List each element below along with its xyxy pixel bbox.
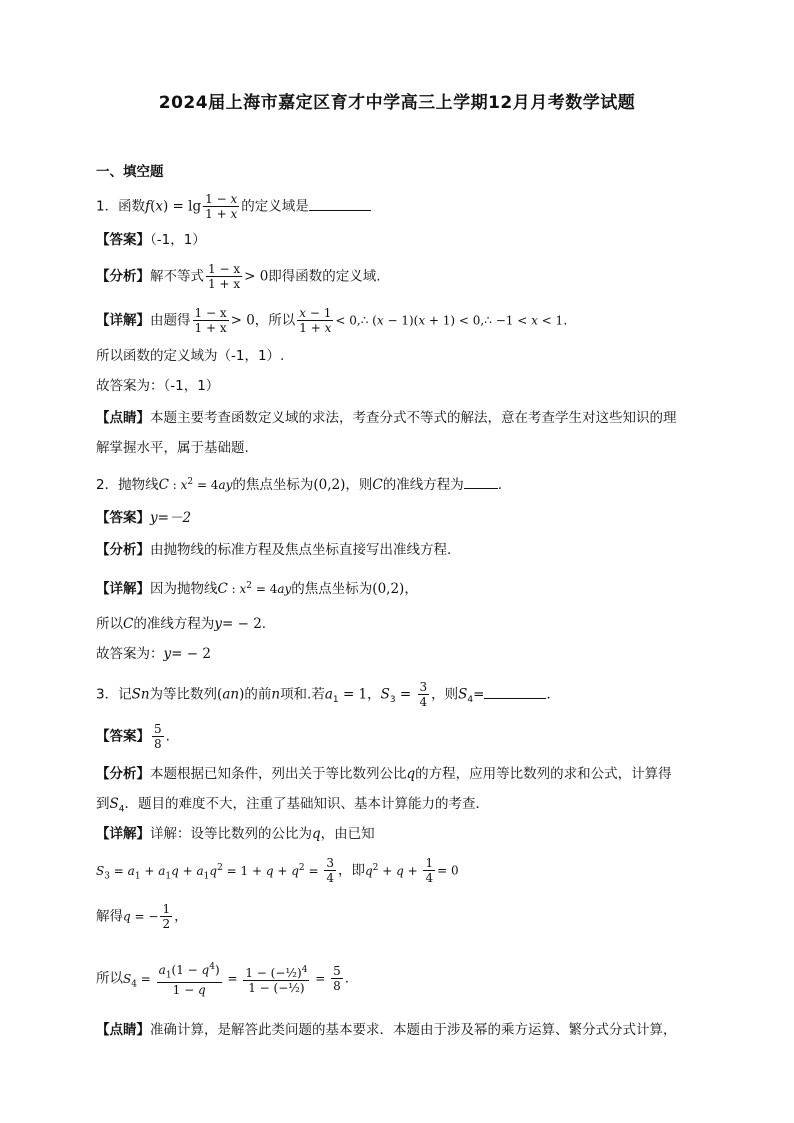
q3-solve: 解得q = − $\frac{1}{2}$ ，	[96, 902, 188, 931]
detail-label: 【详解】	[96, 581, 150, 597]
q2-stem: 2．抛物线C : $x^2 = 4ay$的焦点坐标为(0,2)，则C的准线方程为 .	[96, 472, 502, 495]
q1-analysis-post: 即得函数的定义域.	[268, 268, 381, 285]
q1-stem: 1．函数f(x) = lg $\frac{1 - x}{1 + x}$ 的定义域是	[96, 192, 371, 221]
q1-comment-2: 解掌握水平，属于基础题.	[96, 440, 249, 456]
q3-stem-3: 的前	[244, 686, 272, 703]
q2-final: 故答案为：y= − 2	[96, 646, 211, 662]
q2-analysis-text: 由抛物线的标准方程及焦点坐标直接写出准线方程.	[150, 542, 452, 558]
q3-stem: 3．记Sn为等比数列(an)的前n项和.若$a_1 = 1$，$S_3$ = $\frac{3}{4}$ ，则$S_4=$ ．	[96, 680, 560, 709]
q1-stem-pre: 1．函数	[96, 198, 146, 215]
comment-label: 【点睛】	[96, 410, 150, 426]
q3-analysis-text-2: ．题目的难度不大，注重了基础知识、基本计算能力的考查．	[124, 796, 489, 812]
q2-answer-value: y=－2	[150, 510, 192, 526]
q3-equation: $S_3 = a_1 + a_1q + a_1q^2 = 1 + q + q^2$ = $\frac{3}{4}$ ，即$q^2 + q$ + $\frac{1}{4}$ = 0	[96, 856, 459, 885]
answer-label: 【答案】	[96, 232, 150, 248]
q3-detail: 【详解】详解：设等比数列的公比为q，由已知	[96, 826, 375, 842]
q3-comment-text: 准确计算，是解答此类问题的基本要求．本题由于涉及幂的乘方运算、繁分式分式计算，	[150, 1022, 677, 1038]
q3-sum: 所以$S_4$ = $\frac{a_1(1 - q^4)}{1 - q}$ = $\frac{1 - (-\frac{1}{2})^4}{\text{1 − (−½)}}$ = $\frac{5}{8}$ .	[96, 962, 350, 998]
q3-stem-5: ，则	[431, 686, 459, 703]
q3-stem-2: 为等比数列	[149, 686, 218, 703]
q1-final: 故答案为：（-1，1）	[96, 378, 220, 394]
q1-analysis-pre: 解不等式	[150, 268, 204, 285]
q2-stem-mid: 的焦点坐标为	[232, 477, 314, 493]
q3-analysis-2: 到$S_4$．题目的难度不大，注重了基础知识、基本计算能力的考查．	[96, 796, 489, 815]
q2-line2-post: 的准线方程为	[133, 616, 215, 632]
q3-analysis-text-1: 本题根据已知条件，列出关于等比数列公比	[150, 766, 407, 782]
detail-label: 【详解】	[96, 312, 150, 329]
q3-analysis-1: 【分析】本题根据已知条件，列出关于等比数列公比q的方程，应用等比数列的求和公式，计算得	[96, 766, 672, 782]
q2-line2-pre: 所以	[96, 616, 123, 632]
q3-detail-post: ，由已知	[320, 826, 375, 842]
q3-comment	[96, 1020, 677, 1040]
q3-analysis-text-1b: 的方程，应用等比数列的求和公式，计算得	[415, 766, 672, 782]
answer-label: 【答案】	[96, 728, 150, 745]
q3-stem-1: 3．记	[96, 686, 132, 703]
analysis-label: 【分析】	[96, 268, 150, 285]
q1-answer-value: （-1，1）	[150, 232, 206, 248]
q1-comment-text: 本题主要考查函数定义域的求法，考查分式不等式的解法，意在考查学生对这些知识的理	[150, 410, 677, 426]
q1-comment-1	[96, 408, 677, 428]
q3-answer: 【答案】 $\frac{5}{8}$ .	[96, 722, 170, 751]
analysis-label: 【分析】	[96, 542, 150, 558]
q3-eq-mid: ，即	[337, 862, 365, 879]
answer-label: 【答案】	[96, 510, 150, 526]
comment-label: 【点睛】	[96, 1022, 150, 1038]
q2-line2: 所以C的准线方程为y= − 2.	[96, 616, 267, 632]
q2-answer	[96, 508, 191, 528]
q1-answer	[96, 230, 206, 250]
q3-analysis-pre: 到	[96, 796, 110, 812]
q1-analysis: 【分析】解不等式 $\frac{1 - x}{1 + x}$ > 0即得函数的定义域.	[96, 262, 381, 291]
q3-stem-4: 项和.若	[280, 686, 325, 703]
answer-blank	[484, 684, 546, 699]
q3-detail-pre: 详解：设等比数列的公比为	[150, 826, 312, 842]
q1-detail: 【详解】由题得 $\frac{1 - x}{1 + x}$ > 0，所以 $\frac{x - 1}{1 + x}$ < 0,∴ (x − 1)(x + 1) < 0,∴ −1 < x < 1.	[96, 306, 568, 335]
answer-blank	[309, 196, 371, 211]
answer-blank	[464, 474, 498, 489]
q3-answer-suffix: .	[165, 728, 170, 745]
page-title: 2024届上海市嘉定区育才中学高三上学期12月月考数学试题	[158, 93, 636, 113]
q2-detail: 【详解】因为抛物线C : $x^2 = 4ay$的焦点坐标为(0,2)，	[96, 581, 418, 597]
q2-stem-post: ，则	[345, 477, 373, 493]
q2-analysis	[96, 540, 451, 560]
q2-final-pre: 故答案为：	[96, 646, 164, 662]
q1-result: 所以函数的定义域为（-1，1）.	[96, 348, 285, 364]
detail-label: 【详解】	[96, 826, 150, 842]
q2-detail-pre: 因为抛物线	[150, 581, 218, 597]
q2-stem-post2: 的准线方程为	[382, 477, 464, 493]
q2-detail-mid: 的焦点坐标为	[291, 581, 373, 597]
q3-sum-pre: 所以	[96, 970, 123, 987]
q3-solve-pre: 解得	[96, 908, 123, 925]
analysis-label: 【分析】	[96, 766, 150, 782]
q1-detail-pre: 由题得	[150, 312, 191, 329]
q2-stem-pre: 2．抛物线	[96, 477, 159, 493]
q1-stem-post: 的定义域是	[241, 198, 309, 215]
q1-detail-mid: ，所以	[254, 312, 296, 329]
section-heading: 一、填空题	[96, 164, 164, 180]
